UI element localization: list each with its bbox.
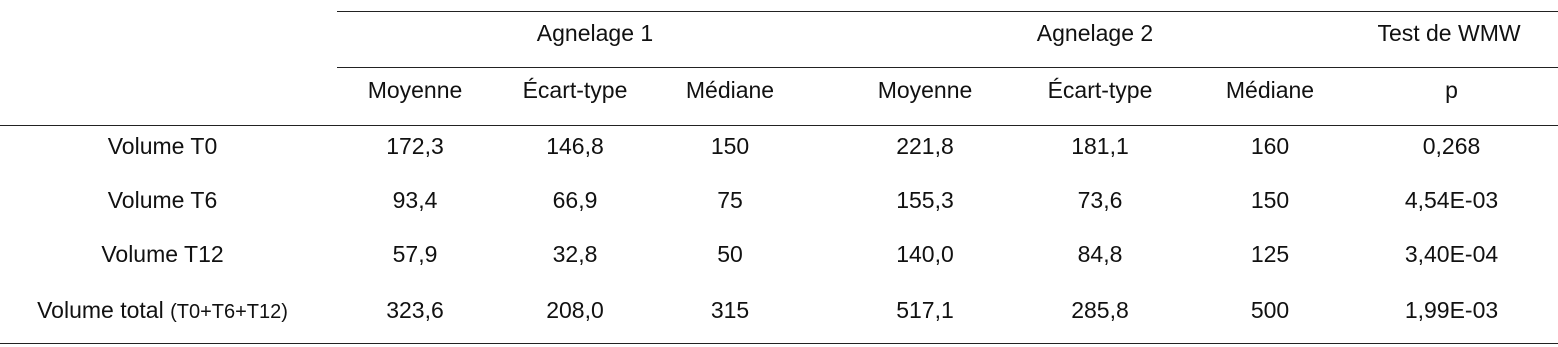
table-cell: 3,40E-04: [1404, 241, 1499, 267]
table-cell: 160: [1250, 133, 1290, 159]
table-cell: 0,268: [1422, 133, 1481, 159]
table-cell: 155,3: [896, 187, 954, 213]
sub-header-mediane-1: Médiane: [685, 77, 775, 103]
sub-header-p: p: [1445, 77, 1458, 103]
sub-header-moyenne-1: Moyenne: [367, 77, 463, 103]
group-header-agnelage-2: Agnelage 2: [1036, 20, 1154, 46]
row-label: [0, 240, 325, 268]
table-cell: 323,6: [386, 297, 444, 323]
table-cell: 93,4: [392, 187, 438, 213]
table-cell: 150: [710, 133, 750, 159]
table-cell: 66,9: [552, 187, 598, 213]
table-cell: 500: [1250, 297, 1290, 323]
row-label-text: Volume T12: [101, 241, 224, 267]
table-cell: 315: [710, 297, 750, 323]
row-label: [0, 186, 325, 214]
table-cell: 181,1: [1071, 133, 1129, 159]
table-cell: 208,0: [546, 297, 604, 323]
top-rule: [337, 11, 1558, 12]
group-header-test: Test de WMW: [1377, 20, 1521, 46]
row-label: [0, 296, 325, 326]
row-label-text: Volume total: [37, 297, 164, 323]
table-cell: 172,3: [386, 133, 444, 159]
row-label: [0, 132, 325, 160]
table-cell: 140,0: [896, 241, 954, 267]
sub-header-ecart-type-2: Écart-type: [1047, 77, 1153, 103]
table-cell: 50: [717, 241, 743, 267]
table-cell: 75: [717, 187, 743, 213]
table-cell: 84,8: [1077, 241, 1123, 267]
table-cell: 150: [1250, 187, 1290, 213]
table-cell: 517,1: [896, 297, 954, 323]
table-cell: 125: [1250, 241, 1290, 267]
header-rule: [0, 125, 1558, 126]
table-cell: 285,8: [1071, 297, 1129, 323]
sub-header-ecart-type-1: Écart-type: [522, 77, 628, 103]
table-cell: 221,8: [896, 133, 954, 159]
group-header-agnelage-1: Agnelage 1: [536, 20, 654, 46]
table-cell: 146,8: [546, 133, 604, 159]
bottom-rule: [0, 343, 1558, 344]
sub-header-moyenne-2: Moyenne: [877, 77, 973, 103]
group-header-rule: [337, 67, 1558, 68]
row-label-text: Volume T6: [107, 187, 218, 213]
row-label-suffix: (T0+T6+T12): [170, 301, 288, 323]
table-cell: 32,8: [552, 241, 598, 267]
table-cell: 73,6: [1077, 187, 1123, 213]
row-label-text: Volume T0: [107, 133, 218, 159]
table-cell: 4,54E-03: [1404, 187, 1499, 213]
sub-header-mediane-2: Médiane: [1225, 77, 1315, 103]
table-cell: 57,9: [392, 241, 438, 267]
table-cell: 1,99E-03: [1404, 297, 1499, 323]
